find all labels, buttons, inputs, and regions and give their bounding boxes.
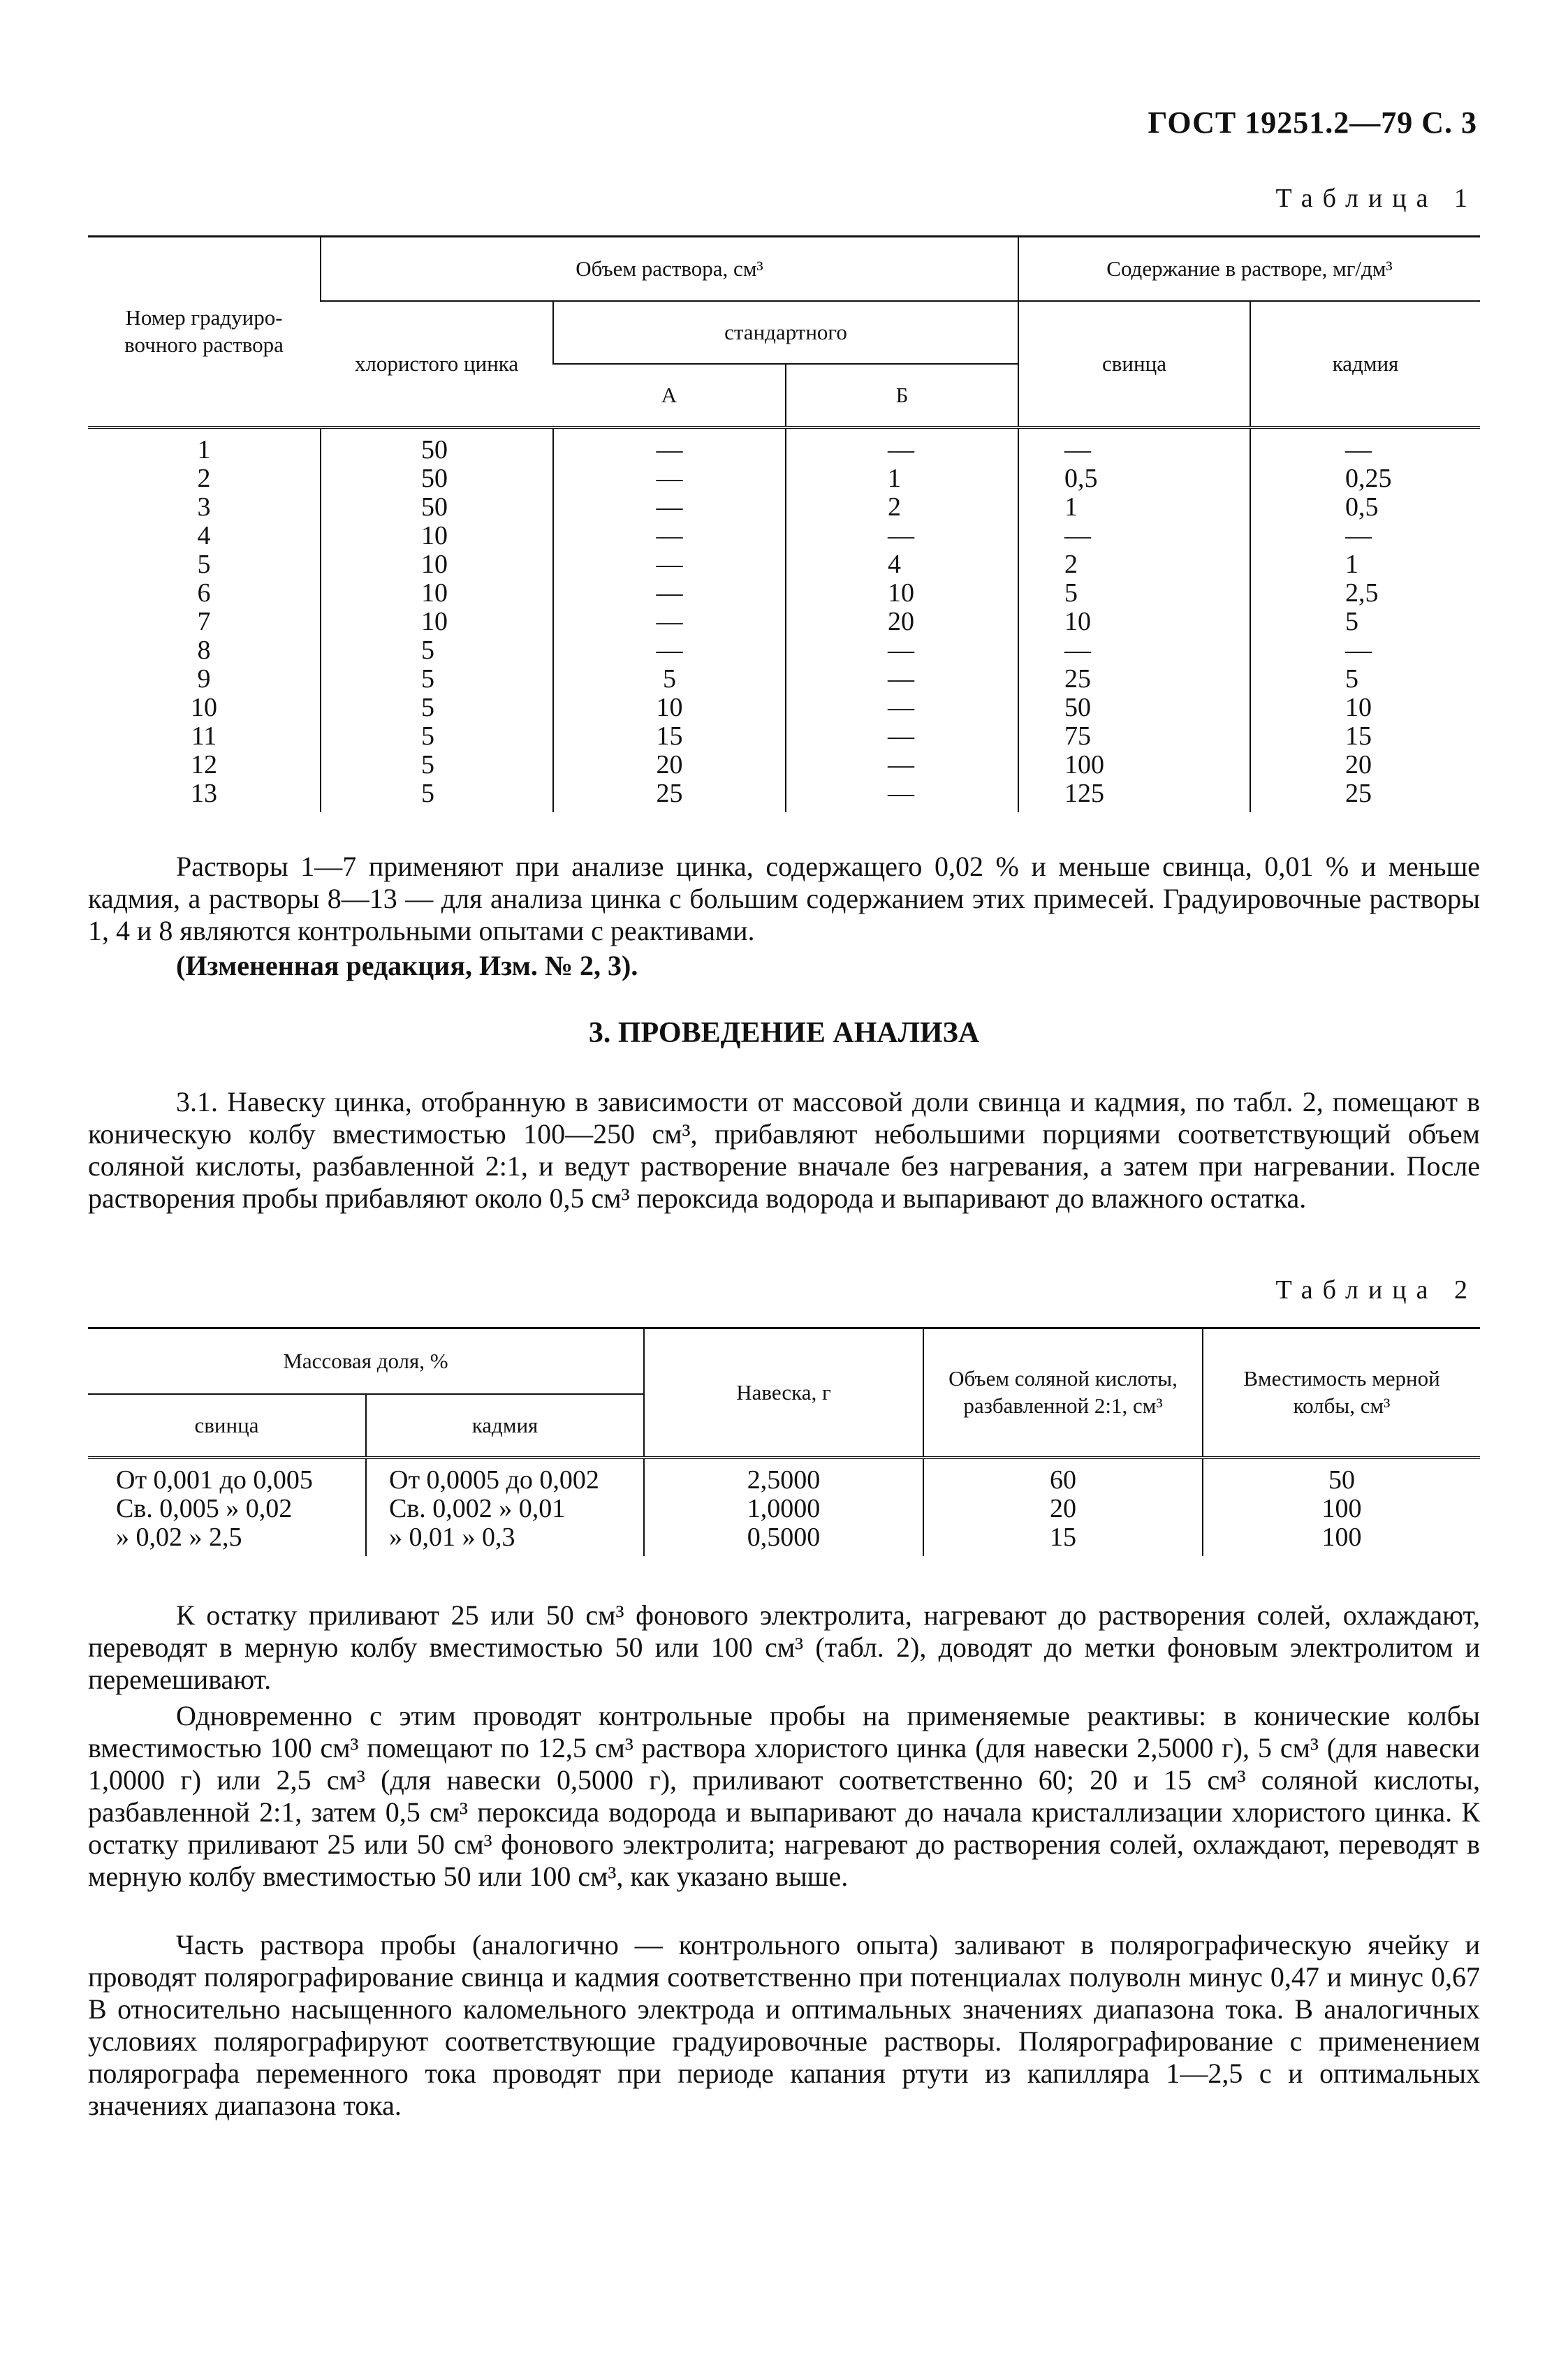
table1-row [88, 493, 1480, 522]
col-header-mass-fraction: Массовая доля, % [88, 1328, 644, 1395]
col-header-standard: стандартного [553, 301, 1018, 364]
table1-cell: 25 [1250, 779, 1480, 812]
table2-cell: 15 [923, 1523, 1203, 1556]
table2-row [88, 1495, 1480, 1523]
table2-cell: 60 [923, 1458, 1203, 1495]
table1-cell: 25 [553, 779, 786, 812]
table1-calibration-solutions [88, 235, 1480, 812]
table1-cell: 125 [1018, 779, 1250, 812]
col-header-flask-capacity: Вместимость мерной колбы, см³ [1203, 1328, 1480, 1458]
table2-row [88, 1523, 1480, 1556]
table1-row [88, 522, 1480, 550]
table1-cell: — [1018, 522, 1250, 550]
table1-cell: 11 [191, 721, 217, 751]
table1-cell: 4 [786, 550, 1018, 579]
table1-row [88, 722, 1480, 751]
paragraph-control-samples: Одновременно с этим проводят контрольные пробы на применяемые реактивы: в конические колбы вместимостью 100 см³ помещают по 12,5 см³ раствора хлористого цинка (для навески 2,5000 г), 5 см³ (для навески 1,0000 г) или 2,5 см³ (для навески 0,5000 г), приливают соответственно 60; 20 и 15 см³ соляной кислоты, разбавленной 2:1, затем 0,5 см³ пероксида водорода и выпаривают до начала кристаллизации хлористого цинка. К остатку приливают 25 или 50 см³ фонового электролита; нагревают до растворения солей, охлаждают, переводят в мерную колбу вместимостью 50 или 100 см³, как указано выше. [88, 1700, 1480, 1892]
table1-cell: 5 [1250, 665, 1480, 694]
table1-cell: 10 [321, 522, 553, 550]
table1-row [88, 751, 1480, 779]
table1-cell: 10 [1250, 694, 1480, 722]
table1-cell: 10 [553, 694, 786, 722]
table1-cell: 9 [197, 664, 211, 694]
table2-sample-weights [88, 1327, 1480, 1556]
table1-cell: 5 [321, 636, 553, 665]
table1-cell: 10 [1018, 608, 1250, 636]
table1-cell: 50 [321, 464, 553, 493]
table1-cell: — [1250, 522, 1480, 550]
table2-cell: 20 [923, 1495, 1203, 1523]
col-header-lead: свинца [1018, 301, 1250, 427]
table1-cell: 13 [191, 779, 217, 808]
table1-cell: — [786, 751, 1018, 779]
table2-cell: 1,0000 [644, 1495, 923, 1523]
table1-cell: 15 [553, 722, 786, 751]
table1-cell: 20 [553, 751, 786, 779]
table1-cell: 7 [197, 607, 211, 636]
table1-cell: — [1250, 427, 1480, 464]
table2-cell: » 0,01 » 0,3 [366, 1523, 644, 1556]
table1-cell: 12 [191, 750, 217, 779]
table1-cell: 1 [1018, 493, 1250, 522]
col-header-a: А [661, 382, 677, 407]
table2-cell: От 0,0005 до 0,002 [366, 1458, 644, 1495]
table2-cell: 0,5000 [644, 1523, 923, 1556]
table1-cell: — [553, 464, 786, 493]
table2-cell: Св. 0,002 » 0,01 [366, 1495, 644, 1523]
table1-cell: 10 [786, 579, 1018, 608]
section-title: 3. ПРОВЕДЕНИЕ АНАЛИЗА [588, 1017, 980, 1049]
table2-cell: 2,5000 [644, 1458, 923, 1495]
table1-cell: 100 [1018, 751, 1250, 779]
table2-cell: 100 [1203, 1495, 1480, 1523]
table1-row [88, 464, 1480, 493]
table2-cell: 100 [1203, 1523, 1480, 1556]
paragraph-polarography: Часть раствора пробы (аналогично — контрольного опыта) заливают в полярографическую ячейку и проводят полярографирование свинца и кадмия соответственно при потенциалах полуволн минус 0,47 и минус 0,67 В относительно насыщенного каломельного электрода и оптимальных значениях диапазона тока. В аналогичных условиях полярографируют соответствующие градуировочные растворы. Полярографирование с применением полярографа переменного тока проводят при периоде капания ртути из капилляра 1—2,5 с и оптимальных значениях диапазона тока. [88, 1929, 1480, 2121]
page-header: ГОСТ 19251.2—79 С. 3 [1148, 105, 1477, 140]
table1-cell: — [553, 522, 786, 550]
table1-row [88, 427, 1480, 464]
table1-cell: — [1018, 636, 1250, 665]
table2-cell: От 0,001 до 0,005 [116, 1465, 313, 1495]
paragraph-3-1: 3.1. Навеску цинка, отобранную в зависимости от массовой доли свинца и кадмия, по табл. 2, помещают в коническую колбу вместимостью 100—250 см³, прибавляют небольшими порциями соответствующий объем соляной кислоты, разбавленной 2:1, и ведут растворение вначале без нагревания, а затем при нагревании. После растворения пробы прибавляют около 0,5 см³ пероксида водорода и выпаривают до влажного остатка. [88, 1086, 1480, 1214]
col-header-weight: Навеска, г [644, 1328, 923, 1458]
col-header-number: Номер градуиро-вочного раствора [124, 305, 284, 357]
col-header-content: Содержание в растворе, мг/дм³ [1018, 237, 1480, 302]
table1-cell: — [1250, 636, 1480, 665]
table1-cell: — [786, 665, 1018, 694]
paragraph-electrolyte: К остатку приливают 25 или 50 см³ фонового электролита, нагревают до растворения солей, охлаждают, переводят в мерную колбу вместимостью 50 или 100 см³ (табл. 2), доводят до метки фоновым электролитом и перемешивают. [88, 1599, 1480, 1695]
table2-cell: » 0,02 » 2,5 [116, 1523, 242, 1552]
table1-cell: 10 [321, 579, 553, 608]
table1-cell: 10 [321, 608, 553, 636]
table1-row [88, 694, 1480, 722]
table1-cell: 5 [321, 694, 553, 722]
table1-cell: 5 [321, 751, 553, 779]
table1-cell: 2,5 [1250, 579, 1480, 608]
table1-cell: — [786, 779, 1018, 812]
edit-note: (Измененная редакция, Изм. № 2, 3). [176, 950, 638, 981]
table1-cell: — [786, 427, 1018, 464]
table1-cell: 2 [786, 493, 1018, 522]
col-header-b: Б [786, 364, 1018, 427]
col-header-zinc-chloride: хлористого цинка [354, 351, 519, 376]
table1-row [88, 636, 1480, 665]
col-header-lead: свинца [194, 1412, 259, 1437]
table1-row [88, 665, 1480, 694]
col-header-acid-volume: Объем соляной кислоты, разбавленной 2:1, см³ [923, 1328, 1203, 1458]
table1-cell: 5 [197, 550, 211, 579]
table1-cell: 5 [1250, 608, 1480, 636]
table2-body [88, 1458, 1480, 1556]
table1-cell: — [553, 579, 786, 608]
table1-cell: — [553, 493, 786, 522]
table1-cell: 0,25 [1250, 464, 1480, 493]
table1-cell: — [553, 550, 786, 579]
table1-cell: 4 [197, 521, 211, 550]
col-header-cadmium: кадмия [366, 1394, 644, 1458]
table1-cell: 5 [321, 779, 553, 812]
table1-cell: 1 [197, 435, 211, 464]
table1-cell: 20 [1250, 751, 1480, 779]
col-header-volume: Объем раствора, см³ [321, 237, 1018, 302]
table1-cell: 50 [321, 427, 553, 464]
table2-row [88, 1458, 1480, 1495]
table1-body [88, 427, 1480, 812]
table1-cell: 8 [197, 636, 211, 665]
table1-cell: 50 [321, 493, 553, 522]
table1-cell: 6 [197, 578, 211, 608]
table1-cell: — [786, 722, 1018, 751]
table1-row [88, 608, 1480, 636]
table1-cell: 25 [1018, 665, 1250, 694]
table1-cell: 5 [1018, 579, 1250, 608]
table1-cell: — [1018, 427, 1250, 464]
table1-cell: — [553, 427, 786, 464]
table1-cell: 0,5 [1250, 493, 1480, 522]
table1-cell: 15 [1250, 722, 1480, 751]
table1-cell: 10 [321, 550, 553, 579]
table1-cell: — [553, 608, 786, 636]
table1-cell: — [553, 636, 786, 665]
table1-cell: 1 [1250, 550, 1480, 579]
table1-cell: — [786, 694, 1018, 722]
table1-cell: 50 [1018, 694, 1250, 722]
table1-cell: 75 [1018, 722, 1250, 751]
table2-cell: 50 [1203, 1458, 1480, 1495]
table2-label: Таблица 2 [1275, 1275, 1477, 1305]
table1-cell: 5 [553, 665, 786, 694]
table1-cell: 20 [786, 608, 1018, 636]
table1-cell: 1 [786, 464, 1018, 493]
table1-cell: 0,5 [1018, 464, 1250, 493]
paragraph-solutions-usage: Растворы 1—7 применяют при анализе цинка, содержащего 0,02 % и меньше свинца, 0,01 % и меньше кадмия, а растворы 8—13 — для анализа цинка с большим содержанием этих примесей. Градуировочные растворы 1, 4 и 8 являются контрольными опытами с реактивами. [88, 851, 1480, 946]
table1-cell: — [786, 636, 1018, 665]
table1-cell: — [786, 522, 1018, 550]
table1-label: Таблица 1 [1275, 184, 1477, 213]
table1-row [88, 779, 1480, 812]
table1-row [88, 579, 1480, 608]
table1-row [88, 550, 1480, 579]
table1-cell: 10 [191, 693, 217, 722]
col-header-cadmium: кадмия [1250, 301, 1480, 427]
table1-cell: 2 [197, 464, 211, 493]
table2-cell: Св. 0,005 » 0,02 [116, 1494, 293, 1523]
table1-cell: 2 [1018, 550, 1250, 579]
table1-cell: 5 [321, 665, 553, 694]
table1-cell: 3 [197, 492, 211, 522]
table1-cell: 5 [321, 722, 553, 751]
